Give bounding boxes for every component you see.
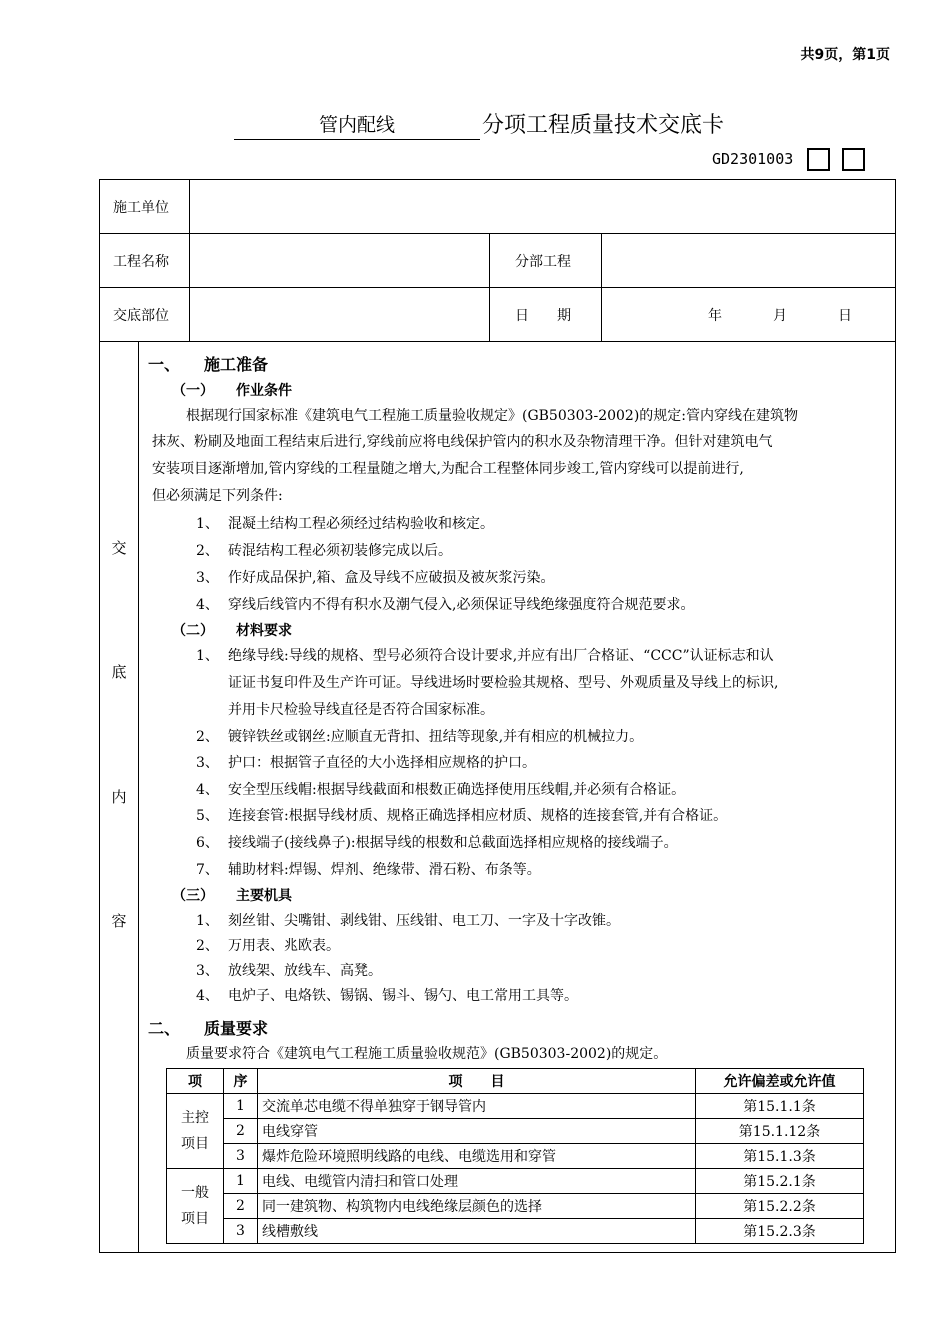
sub2-list-item: 并用卡尺检验导线直径是否符合国家标准。 (228, 702, 494, 718)
group-cell-main-control: 主控 项目 (167, 1094, 224, 1169)
table-header: 序 (224, 1069, 258, 1094)
sub2-title: 材料要求 (236, 623, 292, 639)
table-header: 允许偏差或允许值 (696, 1069, 864, 1094)
sub1-num: （一） (172, 383, 214, 399)
code-box-2 (842, 148, 865, 171)
sub1-list-item: 2、 砖混结构工程必须初装修完成以后。 (196, 543, 452, 559)
side-label-char: 内 (111, 788, 127, 806)
sub1-list-item: 4、 穿线后线管内不得有积水及潮气侵入,必须保证导线绝缘强度符合规范要求。 (196, 597, 695, 613)
handover-part-label: 交底部位 (113, 308, 169, 324)
item-cell: 同一建筑物、构筑物内电线绝缘层颜色的选择 (258, 1194, 696, 1219)
section2-num: 二、 (148, 1019, 181, 1038)
construction-unit-label: 施工单位 (113, 200, 169, 216)
seq-cell: 2 (224, 1119, 258, 1144)
side-label-char: 底 (111, 663, 127, 681)
sub2-list-item: 6、 接线端子(接线鼻子):根据导线的根数和总截面选择相应规格的接线端子。 (196, 835, 678, 851)
table-row (167, 1194, 864, 1219)
sub2-list-item: 4、 安全型压线帽:根据导线截面和根数正确选择使用压线帽,并必须有合格证。 (196, 782, 686, 798)
sub1-title: 作业条件 (236, 383, 292, 399)
sub2-list-item: 2、 镀锌铁丝或钢丝:应顺直无背扣、扭结等现象,并有相应的机械拉力。 (196, 729, 644, 745)
table-row (167, 1144, 864, 1169)
value-cell: 第15.2.1条 (696, 1169, 864, 1194)
date-month: 月 (773, 308, 787, 324)
form-code: GD2301003 (712, 150, 794, 168)
section2-title: 质量要求 (204, 1019, 269, 1038)
division-label: 分部工程 (515, 254, 571, 270)
date-label: 日 期 (515, 308, 571, 324)
row-divider-3 (99, 341, 896, 342)
sub2-num: （二） (172, 623, 214, 639)
sub2-list-item: 证证书复印件及生产许可证。导线进场时要检验其规格、型号、外观质量及导线上的标识, (228, 675, 779, 691)
table-row (167, 1094, 864, 1119)
title-main: 分项工程质量技术交底卡 (482, 113, 725, 138)
sub3-num: （三） (172, 888, 214, 904)
value-cell: 第15.1.1条 (696, 1094, 864, 1119)
col-divider-label (189, 179, 190, 341)
sub3-title: 主要机具 (236, 888, 292, 904)
item-cell: 线槽敷线 (258, 1219, 696, 1244)
row-divider-1 (99, 233, 896, 234)
code-box-1 (807, 148, 830, 171)
quality-table (166, 1068, 864, 1244)
form-code-row (712, 146, 877, 172)
sub1-list-item: 1、 混凝土结构工程必须经过结构验收和核定。 (196, 516, 494, 532)
table-header-row (167, 1069, 864, 1094)
item-cell: 交流单芯电缆不得单独穿于钢导管内 (258, 1094, 696, 1119)
sub3-list-item: 4、 电炉子、电烙铁、锡锅、锡斗、锡勺、电工常用工具等。 (196, 988, 578, 1004)
date-day: 日 (838, 308, 852, 324)
sub1-para-line: 根据现行国家标准《建筑电气工程施工质量验收规定》(GB50303-2002)的规定:管内穿线在建筑物 (186, 408, 799, 424)
sub2-list-item: 3、 护口：根据管子直径的大小选择相应规格的护口。 (196, 755, 536, 771)
section2-heading (148, 1016, 268, 1039)
sub2-list-item: 7、 辅助材料:焊锡、焊剂、绝缘带、滑石粉、布条等。 (196, 862, 541, 878)
sub2-heading (172, 620, 292, 640)
table-header: 项 目 (258, 1069, 696, 1094)
value-cell: 第15.1.12条 (696, 1119, 864, 1144)
section1-num: 一、 (148, 355, 181, 374)
sub3-list-item: 2、 万用表、兆欧表。 (196, 938, 340, 954)
date-year: 年 (708, 308, 722, 324)
table-row (167, 1169, 864, 1194)
sub3-heading (172, 885, 292, 905)
sub1-para-line: 安装项目逐渐增加,管内穿线的工程量随之增大,为配合工程整体同步竣工,管内穿线可以提前进行, (152, 461, 744, 477)
title-subject: 管内配线 (234, 110, 480, 140)
seq-cell: 3 (224, 1144, 258, 1169)
seq-cell: 3 (224, 1219, 258, 1244)
page-number: 共9页，第1页 (800, 47, 890, 63)
seq-cell: 1 (224, 1094, 258, 1119)
sub1-heading (172, 380, 292, 400)
sub3-list-item: 1、 刻丝钳、尖嘴钳、剥线钳、压线钳、电工刀、一字及十字改锥。 (196, 913, 620, 929)
table-row (167, 1119, 864, 1144)
col-divider-side (138, 341, 139, 1253)
col-divider-right (601, 233, 602, 341)
side-label-char: 容 (111, 912, 127, 930)
sub1-para-line: 抹灰、粉刷及地面工程结束后进行,穿线前应将电线保护管内的积水及杂物清理干净。但针对建筑电气 (152, 434, 773, 450)
sub2-list-item: 1、 绝缘导线:导线的规格、型号必须符合设计要求,并应有出厂合格证、“CCC”认证标志和认 (196, 648, 774, 664)
sub1-list-item: 3、 作好成品保护,箱、盒及导线不应破损及被灰浆污染。 (196, 570, 555, 586)
sub3-list-item: 3、 放线架、放线车、高凳。 (196, 963, 382, 979)
section1-title: 施工准备 (204, 355, 269, 374)
value-cell: 第15.1.3条 (696, 1144, 864, 1169)
section1-heading (148, 352, 268, 375)
sub2-list-item: 5、 连接套管:根据导线材质、规格正确选择相应材质、规格的连接套管,并有合格证。 (196, 808, 728, 824)
seq-cell: 2 (224, 1194, 258, 1219)
table-header: 项 (167, 1069, 224, 1094)
group-cell-general: 一般 项目 (167, 1169, 224, 1244)
document-title (234, 108, 724, 140)
seq-cell: 1 (224, 1169, 258, 1194)
value-cell: 第15.2.3条 (696, 1219, 864, 1244)
sub1-para-line: 但必须满足下列条件: (152, 488, 283, 504)
row-divider-2 (99, 287, 896, 288)
col-divider-mid (489, 233, 490, 341)
section2-para: 质量要求符合《建筑电气工程施工质量验收规范》(GB50303-2002)的规定。 (186, 1046, 668, 1062)
table-row (167, 1219, 864, 1244)
value-cell: 第15.2.2条 (696, 1194, 864, 1219)
project-name-label: 工程名称 (113, 254, 169, 270)
item-cell: 电线、电缆管内清扫和管口处理 (258, 1169, 696, 1194)
item-cell: 爆炸危险环境照明线路的电线、电缆选用和穿管 (258, 1144, 696, 1169)
side-label-char: 交 (111, 539, 127, 557)
item-cell: 电线穿管 (258, 1119, 696, 1144)
